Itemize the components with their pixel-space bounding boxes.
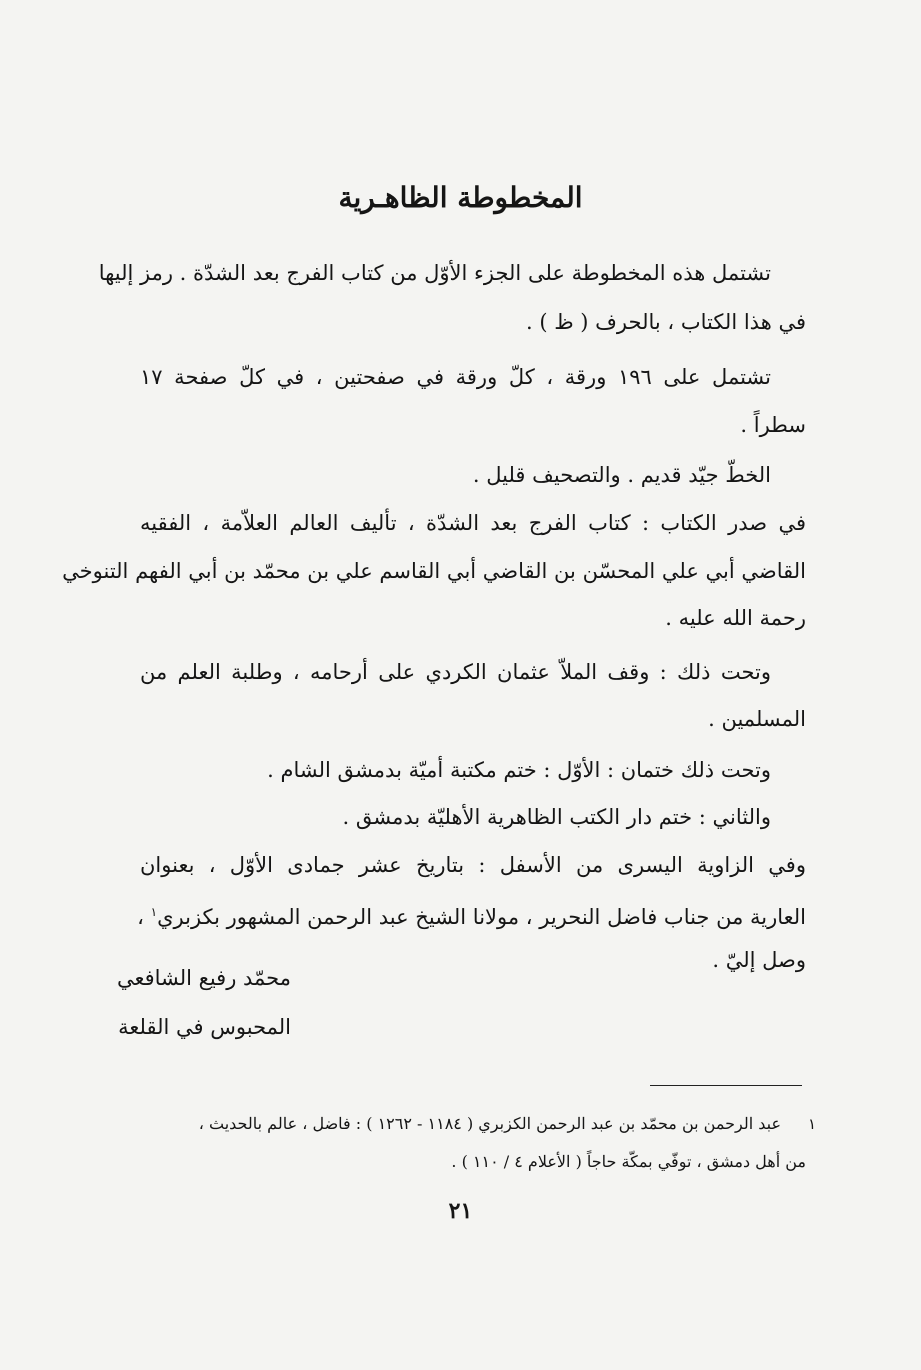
paragraph-5-line-1: وتحت ذلك : وقف الملاّ عثمان الكردي على أرحامه ، وطلبة العلم من — [140, 660, 771, 684]
paragraph-8-line-2 — [137, 897, 806, 932]
paragraph-2-line-1: تشتمل على ١٩٦ ورقة ، كلّ ورقة في صفحتين ، في كلّ صفحة ١٧ — [140, 365, 772, 389]
footnote-number: ١ — [807, 1115, 816, 1133]
paragraph-5-line-2: المسلمين . — [708, 707, 806, 731]
signature-place: المحبوس في القلعة — [118, 1015, 291, 1039]
section-heading: المخطوطة الظاهـرية — [338, 181, 583, 214]
paragraph-6-line-1: وتحت ذلك ختمان : الأوّل : ختم مكتبة أميّة بدمشق الشام . — [267, 758, 771, 782]
paragraph-7-line-1: والثاني : ختم دار الكتب الظاهرية الأهليّة بدمشق . — [342, 805, 771, 829]
footnote-divider — [650, 1085, 802, 1086]
paragraph-4-line-1: في صدر الكتاب : كتاب الفرج بعد الشدّة ، تأليف العالم العلاّمة ، الفقيه — [140, 511, 806, 535]
paragraph-8-line-3: وصل إليّ . — [712, 948, 806, 972]
paragraph-4-line-2: القاضي أبي علي المحسّن بن القاضي أبي القاسم علي بن محمّد بن أبي الفهم التنوخي — [62, 559, 806, 583]
paragraph-2-line-2: سطراً . — [740, 413, 806, 437]
signature-name: محمّد رفيع الشافعي — [116, 966, 291, 990]
paragraph-8-line-2-comma: ، — [137, 905, 144, 929]
footnote-marker: ١ — [150, 905, 158, 919]
paragraph-8-line-2-text: العارية من جناب فاضل النحرير ، مولانا الشيخ عبد الرحمن المشهور بكزبري — [157, 905, 806, 929]
footnote-line-2: من أهل دمشق ، توفّي بمكّة حاجاً ( الأعلام ٤ / ١١٠ ) . — [451, 1152, 806, 1171]
footnote-line-1: عبد الرحمن بن محمّد بن عبد الرحمن الكزبري ( ١١٨٤ - ١٢٦٢ ) : فاضل ، عالم بالحديث ، — [198, 1114, 781, 1133]
paragraph-1-line-1: تشتمل هذه المخطوطة على الجزء الأوّل من كتاب الفرج بعد الشدّة . رمز إليها — [98, 261, 771, 285]
paragraph-8-line-1: وفي الزاوية اليسرى من الأسفل : بتاريخ عشر جمادى الأوّل ، بعنوان — [140, 853, 806, 877]
paragraph-1-line-2: في هذا الكتاب ، بالحرف ( ظ ) . — [525, 310, 806, 334]
paragraph-3-line-1: الخطّ جيّد قديم . والتصحيف قليل . — [472, 463, 771, 487]
page-number: ٢١ — [448, 1198, 473, 1224]
paragraph-4-line-3: رحمة الله عليه . — [665, 606, 806, 630]
